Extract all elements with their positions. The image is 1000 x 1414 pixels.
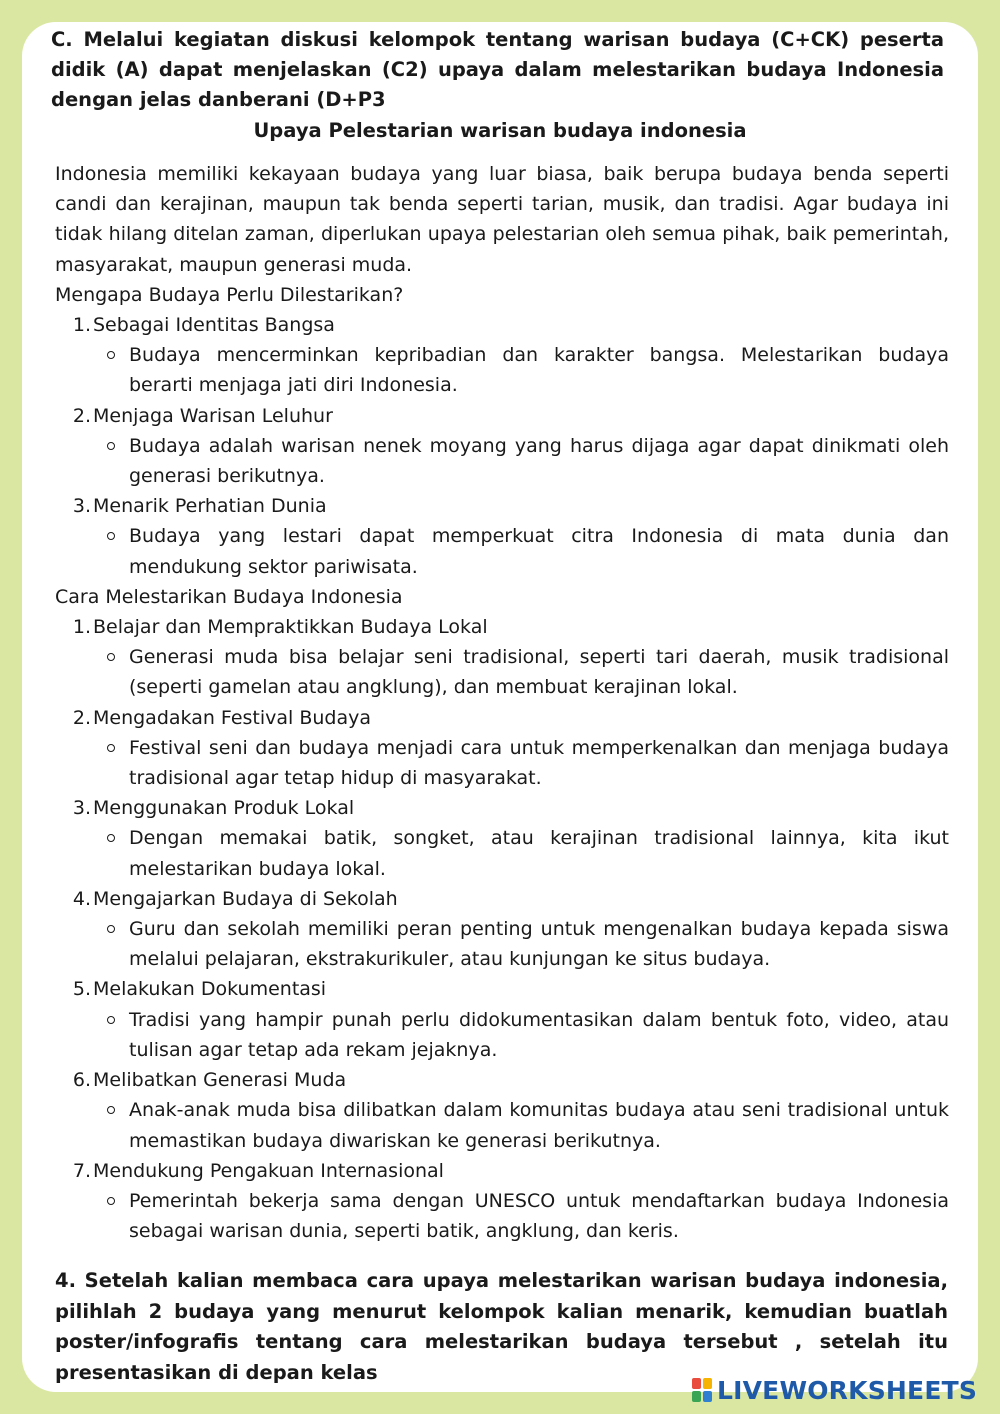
item-label: Mengajarkan Budaya di Sekolah xyxy=(93,887,398,910)
item-label: Melakukan Dokumentasi xyxy=(93,978,327,1001)
item-detail: Guru dan sekolah memiliki peran penting untuk mengenalkan budaya kepada siswa melalui pelajaran, ekstrakurikuler, atau kunjungan ke situs budaya. xyxy=(129,918,949,971)
intro-paragraph: Indonesia memiliki kekayaan budaya yang luar biasa, baik berupa budaya benda seperti candi dan kerajinan, maupun tak benda seperti tarian, musik, dan tradisi. Agar budaya ini tidak hilang ditelan zaman, diperlukan upaya pelestarian oleh semua pihak, baik pemerintah, masyarakat, maupun generasi muda. xyxy=(55,163,949,276)
item-number: 4. xyxy=(72,887,91,910)
list-item xyxy=(55,1156,949,1247)
item-detail: Budaya mencerminkan kepribadian dan karakter bangsa. Melestarikan budaya berarti menjaga jati diri Indonesia. xyxy=(129,344,949,397)
mark-block xyxy=(703,1378,712,1389)
item-number: 5. xyxy=(72,978,91,1001)
item-number: 6. xyxy=(72,1069,91,1092)
circle-bullet-icon xyxy=(105,914,129,974)
item-detail: Budaya adalah warisan nenek moyang yang harus dijaga agar dapat dinikmati oleh generasi berikutnya. xyxy=(129,434,949,488)
circle-bullet-icon xyxy=(105,823,129,883)
circle-bullet-icon xyxy=(105,1186,129,1246)
list-item xyxy=(55,974,949,1065)
circle-bullet-icon xyxy=(105,340,129,400)
item-detail: Budaya yang lestari dapat memperkuat citra Indonesia di mata dunia dan mendukung sektor pariwisata. xyxy=(129,525,949,578)
list-item xyxy=(55,703,949,794)
list-item xyxy=(55,310,949,401)
item-detail: Pemerintah bekerja sama dengan UNESCO untuk mendaftarkan budaya Indonesia sebagai warisan dunia, seperti batik, angklung, dan keris. xyxy=(129,1189,949,1243)
list-item xyxy=(55,612,949,703)
circle-bullet-icon xyxy=(105,1005,129,1065)
item-number: 1. xyxy=(72,314,91,337)
item-label: Belajar dan Mempraktikkan Budaya Lokal xyxy=(93,616,488,639)
item-label: Mengadakan Festival Budaya xyxy=(93,706,372,729)
circle-bullet-icon xyxy=(105,521,129,581)
list-item xyxy=(55,884,949,975)
circle-bullet-icon xyxy=(105,733,129,793)
mark-block xyxy=(703,1391,712,1402)
item-number: 3. xyxy=(72,495,91,518)
item-number: 1. xyxy=(72,616,91,639)
item-label: Menjaga Warisan Leluhur xyxy=(93,404,333,427)
list-item xyxy=(55,793,949,884)
brand-name: LIVEWORKSHEETS xyxy=(717,1375,978,1405)
circle-bullet-icon xyxy=(105,1095,129,1155)
item-detail: Dengan memakai batik, songket, atau kerajinan tradisional lainnya, kita ikut melestarikan budaya lokal. xyxy=(129,827,949,880)
item-number: 3. xyxy=(72,797,91,820)
section-heading-how: Cara Melestarikan Budaya Indonesia xyxy=(55,585,403,608)
list-item xyxy=(55,491,949,582)
section-heading-why: Mengapa Budaya Perlu Dilestarikan? xyxy=(55,283,404,306)
item-label: Mendukung Pengakuan Internasional xyxy=(93,1159,444,1182)
item-detail: Tradisi yang hampir punah perlu didokumentasikan dalam bentuk foto, video, atau tulisan agar tetap ada rekam jejaknya. xyxy=(129,1008,949,1061)
learning-objective: C. Melalui kegiatan diskusi kelompok tentang warisan budaya (C+CK) peserta didik (A) dapat menjelaskan (C2) upaya dalam melestarikan budaya Indonesia dengan jelas danberani (D+P3 xyxy=(51,28,944,111)
reading-content xyxy=(55,159,949,1246)
item-detail: Anak-anak muda bisa dilibatkan dalam komunitas budaya atau seni tradisional untuk memastikan budaya diwariskan ke generasi berikutnya. xyxy=(129,1099,949,1152)
task-instruction: 4. Setelah kalian membaca cara upaya melestarikan warisan budaya indonesia, pilihlah 2 budaya yang menurut kelompok kalian menarik, kemudian buatlah poster/infografis tentang cara melestarikan budaya tersebut , setelah itu presentasikan di depan kelas xyxy=(55,1269,948,1384)
item-label: Menarik Perhatian Dunia xyxy=(93,495,327,518)
how-list xyxy=(55,612,949,1246)
item-label: Melibatkan Generasi Muda xyxy=(93,1069,347,1092)
item-detail: Generasi muda bisa belajar seni tradisional, seperti tari daerah, musik tradisional (seperti gamelan atau angklung), dan membuat kerajinan lokal. xyxy=(129,646,949,699)
item-number: 2. xyxy=(72,706,91,729)
mark-block xyxy=(692,1391,701,1402)
liveworksheets-mark-icon xyxy=(692,1378,712,1402)
circle-bullet-icon xyxy=(105,431,129,491)
list-item xyxy=(55,1065,949,1156)
page-title: Upaya Pelestarian warisan budaya indonesia xyxy=(253,119,747,142)
liveworksheets-logo[interactable] xyxy=(692,1374,977,1406)
item-label: Sebagai Identitas Bangsa xyxy=(93,314,335,337)
item-detail: Festival seni dan budaya menjadi cara untuk memperkenalkan dan menjaga budaya tradisional agar tetap hidup di masyarakat. xyxy=(129,736,949,790)
why-list xyxy=(55,310,949,582)
mark-block xyxy=(692,1378,701,1389)
item-number: 2. xyxy=(72,404,91,427)
item-label: Menggunakan Produk Lokal xyxy=(93,797,355,820)
list-item xyxy=(55,401,949,492)
circle-bullet-icon xyxy=(105,642,129,702)
item-number: 7. xyxy=(72,1159,91,1182)
